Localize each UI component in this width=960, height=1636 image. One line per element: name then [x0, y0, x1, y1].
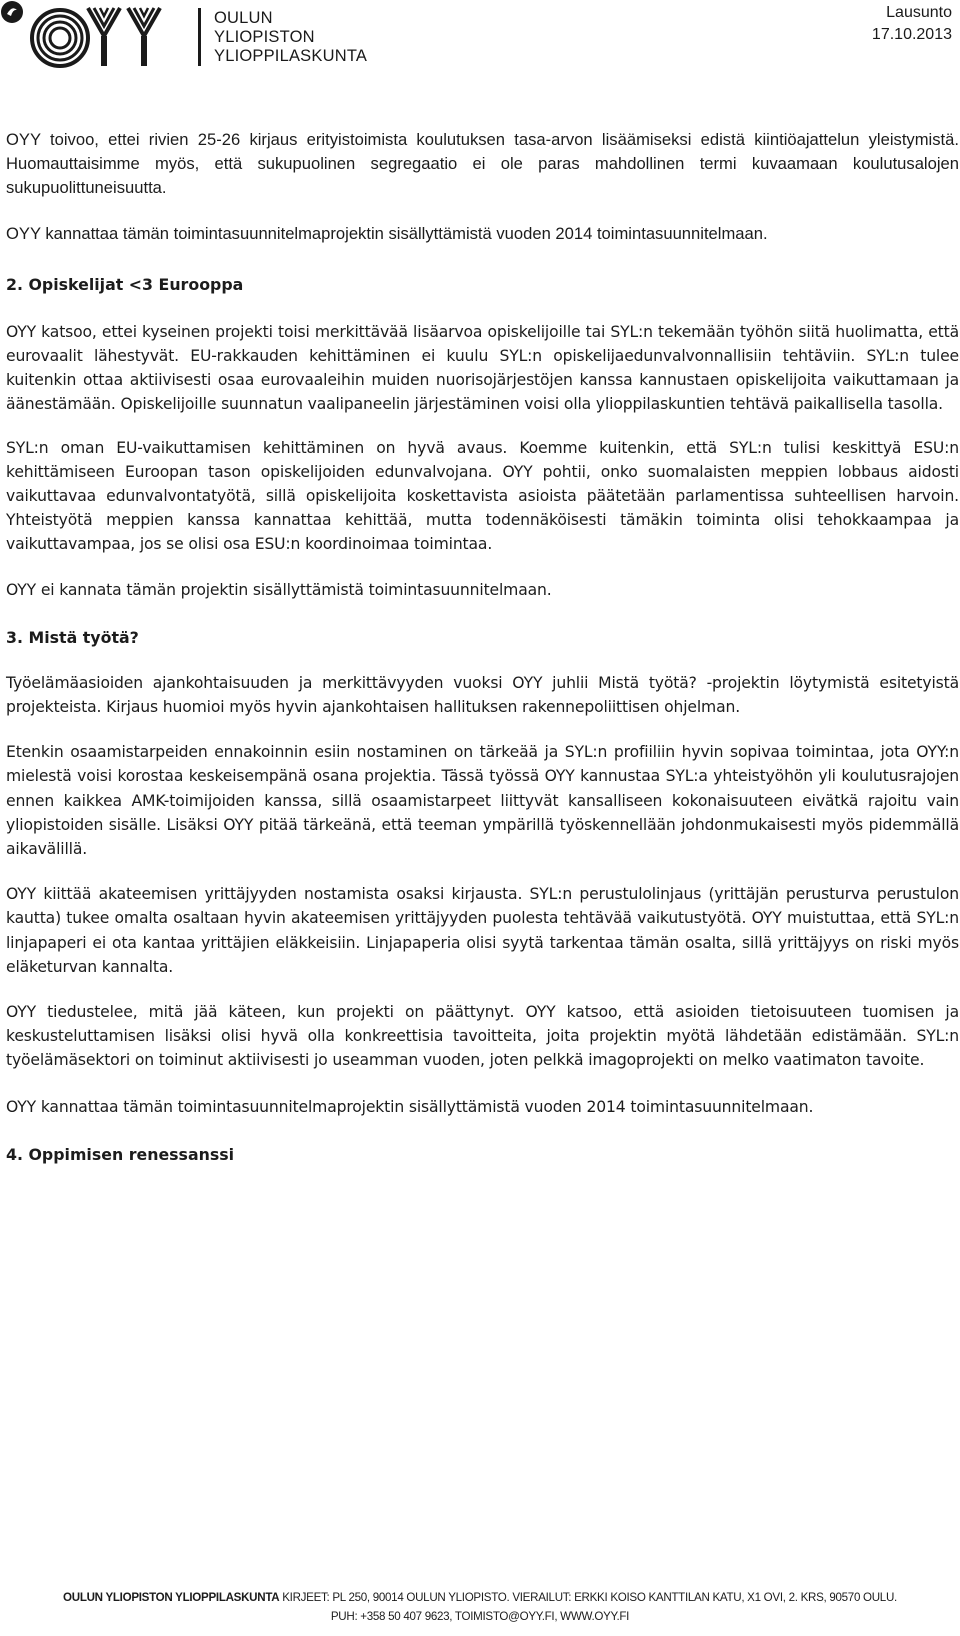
paragraph: OYY kannattaa tämän toimintasuunnitelmaprojektin sisällyttämistä vuoden 2014 toimintasuunnitelmaan.	[6, 223, 768, 243]
section-heading: 2. Opiskelijat <3 Eurooppa	[6, 274, 244, 294]
section-heading: 4. Oppimisen renessanssi	[6, 1144, 235, 1164]
paragraph: Työelämäasioiden ajankohtaisuuden ja merkittävyyden vuoksi OYY juhlii Mistä työtä? -projektin löytymistä esitetyistä projekteista. Kirjaus huomioi myös hyvin ajankohtaisen hallituksen rakennepoliittisen ohjelman.	[6, 673, 959, 717]
footer-address: KIRJEET: PL 250, 90014 OULUN YLIOPISTO. VIERAILUT: ERKKI KOISO KANTTILAN KATU, X1 OVI, 2. KRS, 90570 OULU.	[282, 1591, 897, 1604]
letterhead	[0, 0, 960, 80]
paragraph: OYY kiittää akateemisen yrittäjyyden nostamista osaksi kirjausta. SYL:n perustulolinjaus (yrittäjän perusturva perustulon kautta) tukee omalta osaltaan hyvin akateemisen yrittäjyyden puolesta tehtävää vaikutustyötä. OYY muistuttaa, että SYL:n linjapaperi ei ota kantaa yrittäjien eläkkeisiin. Linjapaperia olisi syytä tarkentaa tämän osalta, sillä yrittäjyys on riski myös eläketurvan kannalta.	[6, 885, 959, 976]
paragraph: OYY katsoo, ettei kyseinen projekti toisi merkittävää lisäarvoa opiskelijoille tai SYL:n tekemään työhön siitä huolimatta, että eurovaalit lähestyvät. EU-rakkauden kehittäminen ei kuulu SYL:n opiskelijaedunvalvonnallisiin tehtäviin. SYL:n tulee kuitenkin ottaa aktiivisesti osaa eurovaaleihin muiden nuorisojärjestöjen kanssa kannustaen opiskelijoita vaikuttamaan ja äänestämään. Opiskelijoille suunnatun vaalipaneelin järjestäminen voisi olla ylioppilaskuntien tehtävä paikallisella tasolla.	[6, 322, 959, 414]
paragraph: OYY kannattaa tämän toimintasuunnitelmaprojektin sisällyttämistä vuoden 2014 toimintasuunnitelmaan.	[6, 1097, 814, 1116]
paragraph: OYY ei kannata tämän projektin sisällyttämistä toimintasuunnitelmaan.	[6, 580, 552, 599]
org-name	[214, 9, 367, 66]
paragraph: SYL:n oman EU-vaikuttamisen kehittäminen on hyvä avaus. Koemme kuitenkin, että SYL:n tulisi keskittyä ESU:n kehittämiseen Euroopan tason opiskelijoiden edunvalvojana. OYY pohtii, onko suomalaisten meppien lobbaus aidosti vaikuttavaa edunvalvontatyötä, sillä opiskelijoita koskettavista asioista päätetään parlamentissa suhteellisen harvoin. Yhteistyötä meppien kanssa kannattaa kehittää, mutta todennäköisesti tämäkin toiminta olisi tehokkaampaa ja vaikuttavampaa, jos se olisi osa ESU:n koordinoimaa toimintaa.	[6, 438, 959, 554]
document-body	[6, 128, 959, 1167]
paragraph: OYY toivoo, ettei rivien 25-26 kirjaus erityistoimista koulutuksen tasa-arvon lisäämiseksi edistä kiintiöajattelun yleistymistä. Huomauttaisimme myös, että sukupuolinen segregaatio ei ole paras mahdollinen termi kuvaamaan koulutusalojen sukupuolittuneisuutta.	[6, 130, 959, 198]
section-heading: 3. Mistä työtä?	[6, 627, 139, 647]
footer-org: OULUN YLIOPISTON YLIOPPILASKUNTA	[63, 1591, 280, 1604]
paragraph: OYY tiedustelee, mitä jää käteen, kun projekti on päättynyt. OYY katsoo, että asioiden tietoisuuteen tuomisen ja keskusteluttamisen lisäksi olisi hyvä olla konkreettisia tavoitteita, joita projektin myötä lähdetään edistämään. SYL:n työelämäsektori on toiminut aktiivisesti jo useamman vuoden, joten pelkkä imagoprojekti on melko vaatimaton tavoite.	[6, 1003, 959, 1070]
paragraph: Etenkin osaamistarpeiden ennakoinnin esiin nostaminen on tärkeää ja SYL:n profiiliin hyvin sopivaa toimintaa, jota OYY:n mielestä voisi korostaa keskeisempänä osana projektia. Tässä työssä OYY kannustaa SYL:a yhteistyöhön yli koulutusrajojen ennen kaikkea AMK-toimijoiden kanssa, sillä osaamistarpeet liittyvät kansalliseen kokonaisuuteen eivätkä rajoitu vain yliopistoiden sisälle. Lisäksi OYY pitää tärkeänä, että teeman ympärillä työskennellään johdonmukaisesti myös pidemmällä aikavälillä.	[6, 743, 959, 859]
oyy-logo	[0, 0, 190, 72]
org-name-line: OULUN	[214, 9, 273, 27]
document-date: 17.10.2013	[871, 26, 952, 43]
document-type: Lausunto	[886, 4, 952, 21]
document-meta	[872, 2, 952, 46]
logo-divider	[198, 8, 201, 66]
footer-line-address	[0, 1588, 960, 1607]
footer-contact: PUH: +358 50 407 9623, TOIMISTO@OYY.FI, WWW.OYY.FI	[330, 1610, 630, 1623]
page-footer	[0, 1588, 960, 1626]
org-name-line: YLIOPPILASKUNTA	[214, 47, 368, 65]
org-name-line: YLIOPISTON	[214, 28, 315, 46]
